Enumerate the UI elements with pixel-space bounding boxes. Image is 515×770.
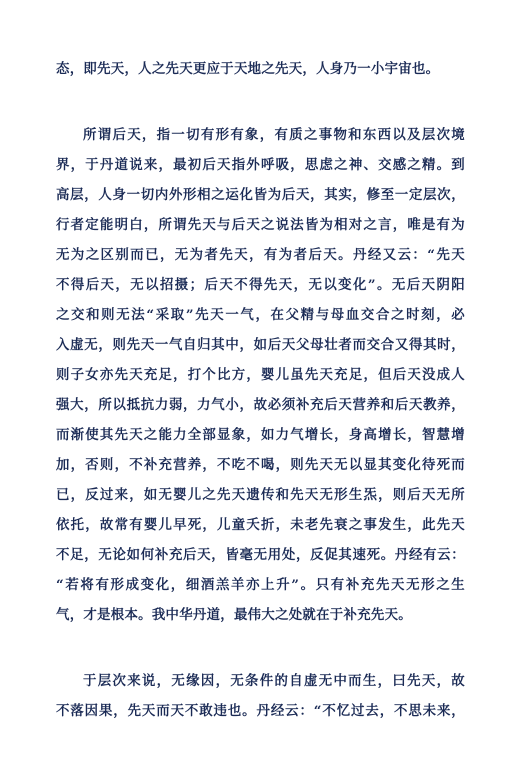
text-line: 而渐使其先天之能力全部显象，如力气增长，身高增长，智慧增 bbox=[56, 427, 465, 443]
paragraph-spacer bbox=[56, 84, 465, 120]
text-line: 于层次来说，无缘因，无条件的自虚无中而生，曰先天，故 bbox=[83, 673, 465, 689]
text-line: 界，于丹道说来，最初后天指外呼吸，思虑之神、交感之精。到 bbox=[56, 157, 465, 173]
text-line: 加，否则，不补充营养，不吃不喝，则先天无以显其变化待死而 bbox=[56, 457, 465, 473]
text-line: 不落因果，先天而天不敢违也。丹经云：“不忆过去，不思未来， bbox=[56, 703, 465, 719]
text-line: 则子女亦先天充足，打个比方，婴儿虽先天充足，但后天没成人 bbox=[56, 367, 465, 383]
text-line: 之交和则无法“采取”先天一气，在父精与母血交合之时刻，必 bbox=[56, 307, 465, 323]
text-line: 无为之区别而已，无为者先天，有为者后天。丹经又云：“先天 bbox=[56, 247, 465, 263]
text-line: “若将有形成变化，细酒羔羊亦上升”。只有补充先天无形之生 bbox=[56, 577, 465, 593]
text-line: 已，反过来，如无婴儿之先天遗传和先天无形生炁，则后天无所 bbox=[56, 487, 465, 503]
text-line: 所谓后天，指一切有形有象，有质之事物和东西以及层次境 bbox=[83, 127, 465, 143]
text-line: 行者定能明白，所谓先天与后天之说法皆为相对之言，唯是有为 bbox=[56, 217, 465, 233]
paragraph-2 bbox=[56, 120, 465, 630]
text-line: 依托，故常有婴儿早死，儿童夭折，未老先衰之事发生，此先天 bbox=[56, 517, 465, 533]
text-line: 强大，所以抵抗力弱，力气小，故必须补充后天营养和后天教养， bbox=[56, 397, 465, 413]
text-line: 气，才是根本。我中华丹道，最伟大之处就在于补充先天。 bbox=[56, 607, 412, 623]
text-line: 高层，人身一切内外形相之运化皆为后天，其实，修至一定层次， bbox=[56, 187, 465, 203]
text-line: 入虚无，则先天一气自归其中，如后天父母壮者而交合又得其时， bbox=[56, 337, 465, 353]
paragraph-3 bbox=[56, 666, 465, 726]
text-line: 态，即先天，人之先天更应于天地之先天，人身乃一小宇宙也。 bbox=[56, 61, 440, 77]
text-line: 不足，无论如何补充后天，皆毫无用处，反促其速死。丹经有云： bbox=[56, 547, 465, 563]
paragraph-spacer bbox=[56, 630, 465, 666]
paragraph-1 bbox=[56, 54, 465, 84]
text-line: 不得后天，无以招摄；后天不得先天，无以变化”。无后天阴阳 bbox=[56, 277, 465, 293]
